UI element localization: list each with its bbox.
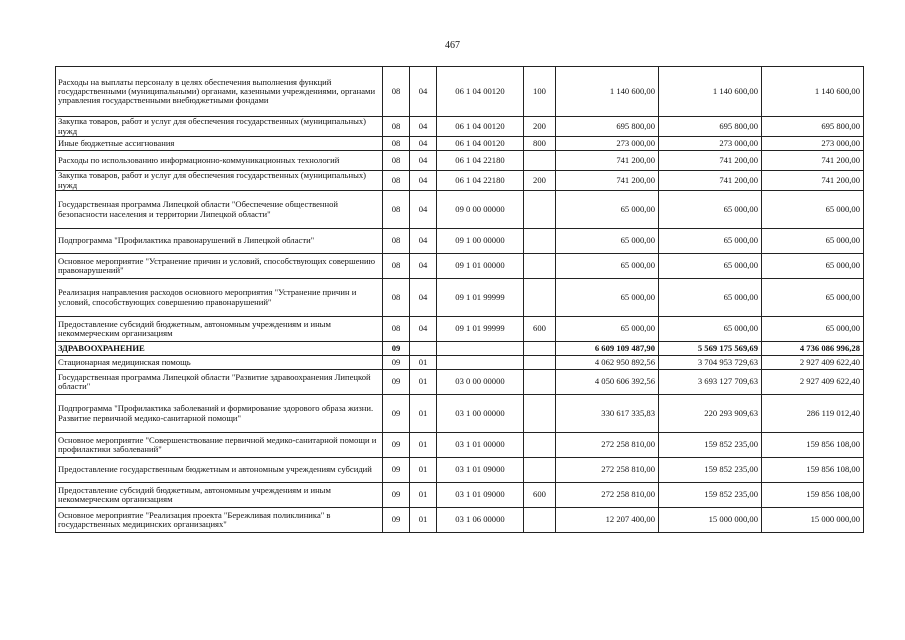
row-name: Предоставление субсидий бюджетным, автономным учреждениям и иным некоммерческим организациям xyxy=(56,483,383,508)
table-row xyxy=(56,171,864,191)
row-section: 08 xyxy=(383,279,410,317)
table-row xyxy=(56,151,864,171)
table-row xyxy=(56,433,864,458)
row-sum-year-1: 65 000,00 xyxy=(556,279,659,317)
row-expense-type: 600 xyxy=(524,317,556,342)
row-sum-year-3: 159 856 108,00 xyxy=(762,458,864,483)
row-subsection: 04 xyxy=(410,229,437,254)
table-row xyxy=(56,67,864,117)
row-subsection: 04 xyxy=(410,279,437,317)
table-row xyxy=(56,191,864,229)
row-sum-year-3: 159 856 108,00 xyxy=(762,483,864,508)
row-sum-year-2: 3 704 953 729,63 xyxy=(659,356,762,370)
row-section: 08 xyxy=(383,191,410,229)
row-section: 08 xyxy=(383,171,410,191)
row-expense-type xyxy=(524,395,556,433)
row-subsection: 01 xyxy=(410,508,437,533)
row-sum-year-2: 65 000,00 xyxy=(659,229,762,254)
row-target-article: 03 1 01 09000 xyxy=(437,483,524,508)
row-target-article: 06 1 04 00120 xyxy=(437,117,524,137)
row-target-article: 09 0 00 00000 xyxy=(437,191,524,229)
row-sum-year-2: 159 852 235,00 xyxy=(659,458,762,483)
row-name: Расходы по использованию информационно-коммуникационных технологий xyxy=(56,151,383,171)
row-target-article: 06 1 04 22180 xyxy=(437,171,524,191)
row-name: Закупка товаров, работ и услуг для обеспечения государственных (муниципальных) нужд xyxy=(56,117,383,137)
row-subsection: 01 xyxy=(410,483,437,508)
row-section: 09 xyxy=(383,508,410,533)
row-sum-year-3: 4 736 086 996,28 xyxy=(762,342,864,356)
row-section: 08 xyxy=(383,137,410,151)
row-target-article: 06 1 04 00120 xyxy=(437,137,524,151)
row-name: Предоставление государственным бюджетным и автономным учреждениям субсидий xyxy=(56,458,383,483)
row-subsection: 04 xyxy=(410,171,437,191)
row-sum-year-3: 2 927 409 622,40 xyxy=(762,370,864,395)
row-sum-year-1: 330 617 335,83 xyxy=(556,395,659,433)
row-subsection: 01 xyxy=(410,370,437,395)
row-sum-year-3: 741 200,00 xyxy=(762,171,864,191)
table-row xyxy=(56,458,864,483)
row-target-article xyxy=(437,342,524,356)
row-target-article: 06 1 04 00120 xyxy=(437,67,524,117)
row-section: 08 xyxy=(383,151,410,171)
row-sum-year-2: 159 852 235,00 xyxy=(659,483,762,508)
row-sum-year-2: 1 140 600,00 xyxy=(659,67,762,117)
row-subsection: 04 xyxy=(410,254,437,279)
row-expense-type: 600 xyxy=(524,483,556,508)
row-sum-year-1: 65 000,00 xyxy=(556,191,659,229)
row-sum-year-3: 1 140 600,00 xyxy=(762,67,864,117)
row-expense-type xyxy=(524,151,556,171)
row-sum-year-3: 65 000,00 xyxy=(762,191,864,229)
row-subsection: 04 xyxy=(410,117,437,137)
row-expense-type: 200 xyxy=(524,117,556,137)
row-name: Предоставление субсидий бюджетным, автономным учреждениям и иным некоммерческим организациям xyxy=(56,317,383,342)
row-section: 09 xyxy=(383,458,410,483)
row-sum-year-2: 273 000,00 xyxy=(659,137,762,151)
row-sum-year-2: 741 200,00 xyxy=(659,151,762,171)
table-row xyxy=(56,483,864,508)
row-sum-year-1: 273 000,00 xyxy=(556,137,659,151)
table-row xyxy=(56,370,864,395)
row-subsection: 01 xyxy=(410,458,437,483)
table-row xyxy=(56,117,864,137)
row-section: 08 xyxy=(383,317,410,342)
row-sum-year-2: 741 200,00 xyxy=(659,171,762,191)
table-row xyxy=(56,279,864,317)
row-expense-type xyxy=(524,342,556,356)
row-subsection: 04 xyxy=(410,317,437,342)
row-sum-year-1: 272 258 810,00 xyxy=(556,433,659,458)
row-target-article: 03 1 01 09000 xyxy=(437,458,524,483)
row-target-article: 03 0 00 00000 xyxy=(437,370,524,395)
row-sum-year-1: 4 062 950 892,56 xyxy=(556,356,659,370)
row-sum-year-1: 4 050 606 392,56 xyxy=(556,370,659,395)
row-target-article: 03 1 01 00000 xyxy=(437,433,524,458)
table-row xyxy=(56,508,864,533)
row-section: 08 xyxy=(383,67,410,117)
row-sum-year-2: 65 000,00 xyxy=(659,254,762,279)
row-section: 09 xyxy=(383,395,410,433)
row-target-article xyxy=(437,356,524,370)
row-section: 09 xyxy=(383,356,410,370)
row-sum-year-1: 1 140 600,00 xyxy=(556,67,659,117)
row-sum-year-3: 65 000,00 xyxy=(762,229,864,254)
row-expense-type xyxy=(524,229,556,254)
row-sum-year-1: 695 800,00 xyxy=(556,117,659,137)
row-expense-type xyxy=(524,254,556,279)
row-sum-year-2: 5 569 175 569,69 xyxy=(659,342,762,356)
table-row xyxy=(56,229,864,254)
row-section: 09 xyxy=(383,483,410,508)
row-name: Закупка товаров, работ и услуг для обеспечения государственных (муниципальных) нужд xyxy=(56,171,383,191)
row-sum-year-2: 695 800,00 xyxy=(659,117,762,137)
table-body xyxy=(56,67,864,533)
row-name: Расходы на выплаты персоналу в целях обеспечения выполнения функций государственными (муниципальными) органами, казенными учреждениями, органами управления государственными внебюджетными фондами xyxy=(56,67,383,117)
row-name: Основное мероприятие "Совершенствование первичной медико-санитарной помощи и профилактики заболеваний" xyxy=(56,433,383,458)
row-target-article: 09 1 01 00000 xyxy=(437,254,524,279)
row-expense-type xyxy=(524,433,556,458)
row-sum-year-2: 65 000,00 xyxy=(659,191,762,229)
row-expense-type xyxy=(524,508,556,533)
row-name: Подпрограмма "Профилактика правонарушений в Липецкой области" xyxy=(56,229,383,254)
row-expense-type xyxy=(524,279,556,317)
row-sum-year-3: 2 927 409 622,40 xyxy=(762,356,864,370)
table-row xyxy=(56,137,864,151)
row-name: ЗДРАВООХРАНЕНИЕ xyxy=(56,342,383,356)
row-target-article: 09 1 00 00000 xyxy=(437,229,524,254)
row-subsection: 04 xyxy=(410,137,437,151)
row-sum-year-1: 12 207 400,00 xyxy=(556,508,659,533)
row-section: 09 xyxy=(383,342,410,356)
row-subsection: 04 xyxy=(410,151,437,171)
row-sum-year-3: 159 856 108,00 xyxy=(762,433,864,458)
row-subsection: 04 xyxy=(410,67,437,117)
row-sum-year-1: 65 000,00 xyxy=(556,317,659,342)
row-subsection: 01 xyxy=(410,395,437,433)
row-sum-year-3: 286 119 012,40 xyxy=(762,395,864,433)
row-target-article: 09 1 01 99999 xyxy=(437,279,524,317)
row-section: 09 xyxy=(383,433,410,458)
row-sum-year-3: 273 000,00 xyxy=(762,137,864,151)
row-expense-type xyxy=(524,356,556,370)
row-sum-year-2: 15 000 000,00 xyxy=(659,508,762,533)
table-row xyxy=(56,342,864,356)
table-row xyxy=(56,395,864,433)
row-section: 09 xyxy=(383,370,410,395)
row-target-article: 06 1 04 22180 xyxy=(437,151,524,171)
row-subsection: 04 xyxy=(410,191,437,229)
row-sum-year-3: 741 200,00 xyxy=(762,151,864,171)
row-section: 08 xyxy=(383,254,410,279)
row-sum-year-3: 695 800,00 xyxy=(762,117,864,137)
row-expense-type xyxy=(524,370,556,395)
budget-table xyxy=(55,66,864,533)
row-expense-type: 200 xyxy=(524,171,556,191)
row-sum-year-3: 15 000 000,00 xyxy=(762,508,864,533)
row-sum-year-2: 220 293 909,63 xyxy=(659,395,762,433)
row-sum-year-2: 65 000,00 xyxy=(659,279,762,317)
row-subsection: 01 xyxy=(410,356,437,370)
page-number: 467 xyxy=(445,40,460,51)
row-sum-year-3: 65 000,00 xyxy=(762,317,864,342)
row-sum-year-1: 272 258 810,00 xyxy=(556,483,659,508)
row-sum-year-2: 159 852 235,00 xyxy=(659,433,762,458)
row-subsection xyxy=(410,342,437,356)
row-sum-year-2: 3 693 127 709,63 xyxy=(659,370,762,395)
row-name: Основное мероприятие "Реализация проекта "Бережливая поликлиника" в государственных медицинских организациях" xyxy=(56,508,383,533)
row-expense-type: 800 xyxy=(524,137,556,151)
row-expense-type xyxy=(524,191,556,229)
row-name: Государственная программа Липецкой области "Развитие здравоохранения Липецкой области" xyxy=(56,370,383,395)
row-subsection: 01 xyxy=(410,433,437,458)
row-target-article: 03 1 00 00000 xyxy=(437,395,524,433)
row-sum-year-1: 65 000,00 xyxy=(556,229,659,254)
row-name: Государственная программа Липецкой области "Обеспечение общественной безопасности населения и территории Липецкой области" xyxy=(56,191,383,229)
row-name: Реализация направления расходов основного мероприятия "Устранение причин и условий, способствующих совершению правонарушений" xyxy=(56,279,383,317)
table-row xyxy=(56,254,864,279)
row-name: Основное мероприятие "Устранение причин и условий, способствующих совершению правонарушений" xyxy=(56,254,383,279)
row-sum-year-1: 272 258 810,00 xyxy=(556,458,659,483)
row-section: 08 xyxy=(383,229,410,254)
row-target-article: 03 1 06 00000 xyxy=(437,508,524,533)
table-row xyxy=(56,356,864,370)
row-sum-year-2: 65 000,00 xyxy=(659,317,762,342)
table-row xyxy=(56,317,864,342)
row-name: Иные бюджетные ассигнования xyxy=(56,137,383,151)
row-name: Подпрограмма "Профилактика заболеваний и формирование здорового образа жизни. Развитие первичной медико-санитарной помощи" xyxy=(56,395,383,433)
row-target-article: 09 1 01 99999 xyxy=(437,317,524,342)
row-sum-year-3: 65 000,00 xyxy=(762,254,864,279)
row-sum-year-1: 741 200,00 xyxy=(556,171,659,191)
row-expense-type xyxy=(524,458,556,483)
row-sum-year-1: 6 609 109 487,90 xyxy=(556,342,659,356)
row-section: 08 xyxy=(383,117,410,137)
row-sum-year-3: 65 000,00 xyxy=(762,279,864,317)
row-expense-type: 100 xyxy=(524,67,556,117)
row-sum-year-1: 65 000,00 xyxy=(556,254,659,279)
row-sum-year-1: 741 200,00 xyxy=(556,151,659,171)
row-name: Стационарная медицинская помощь xyxy=(56,356,383,370)
